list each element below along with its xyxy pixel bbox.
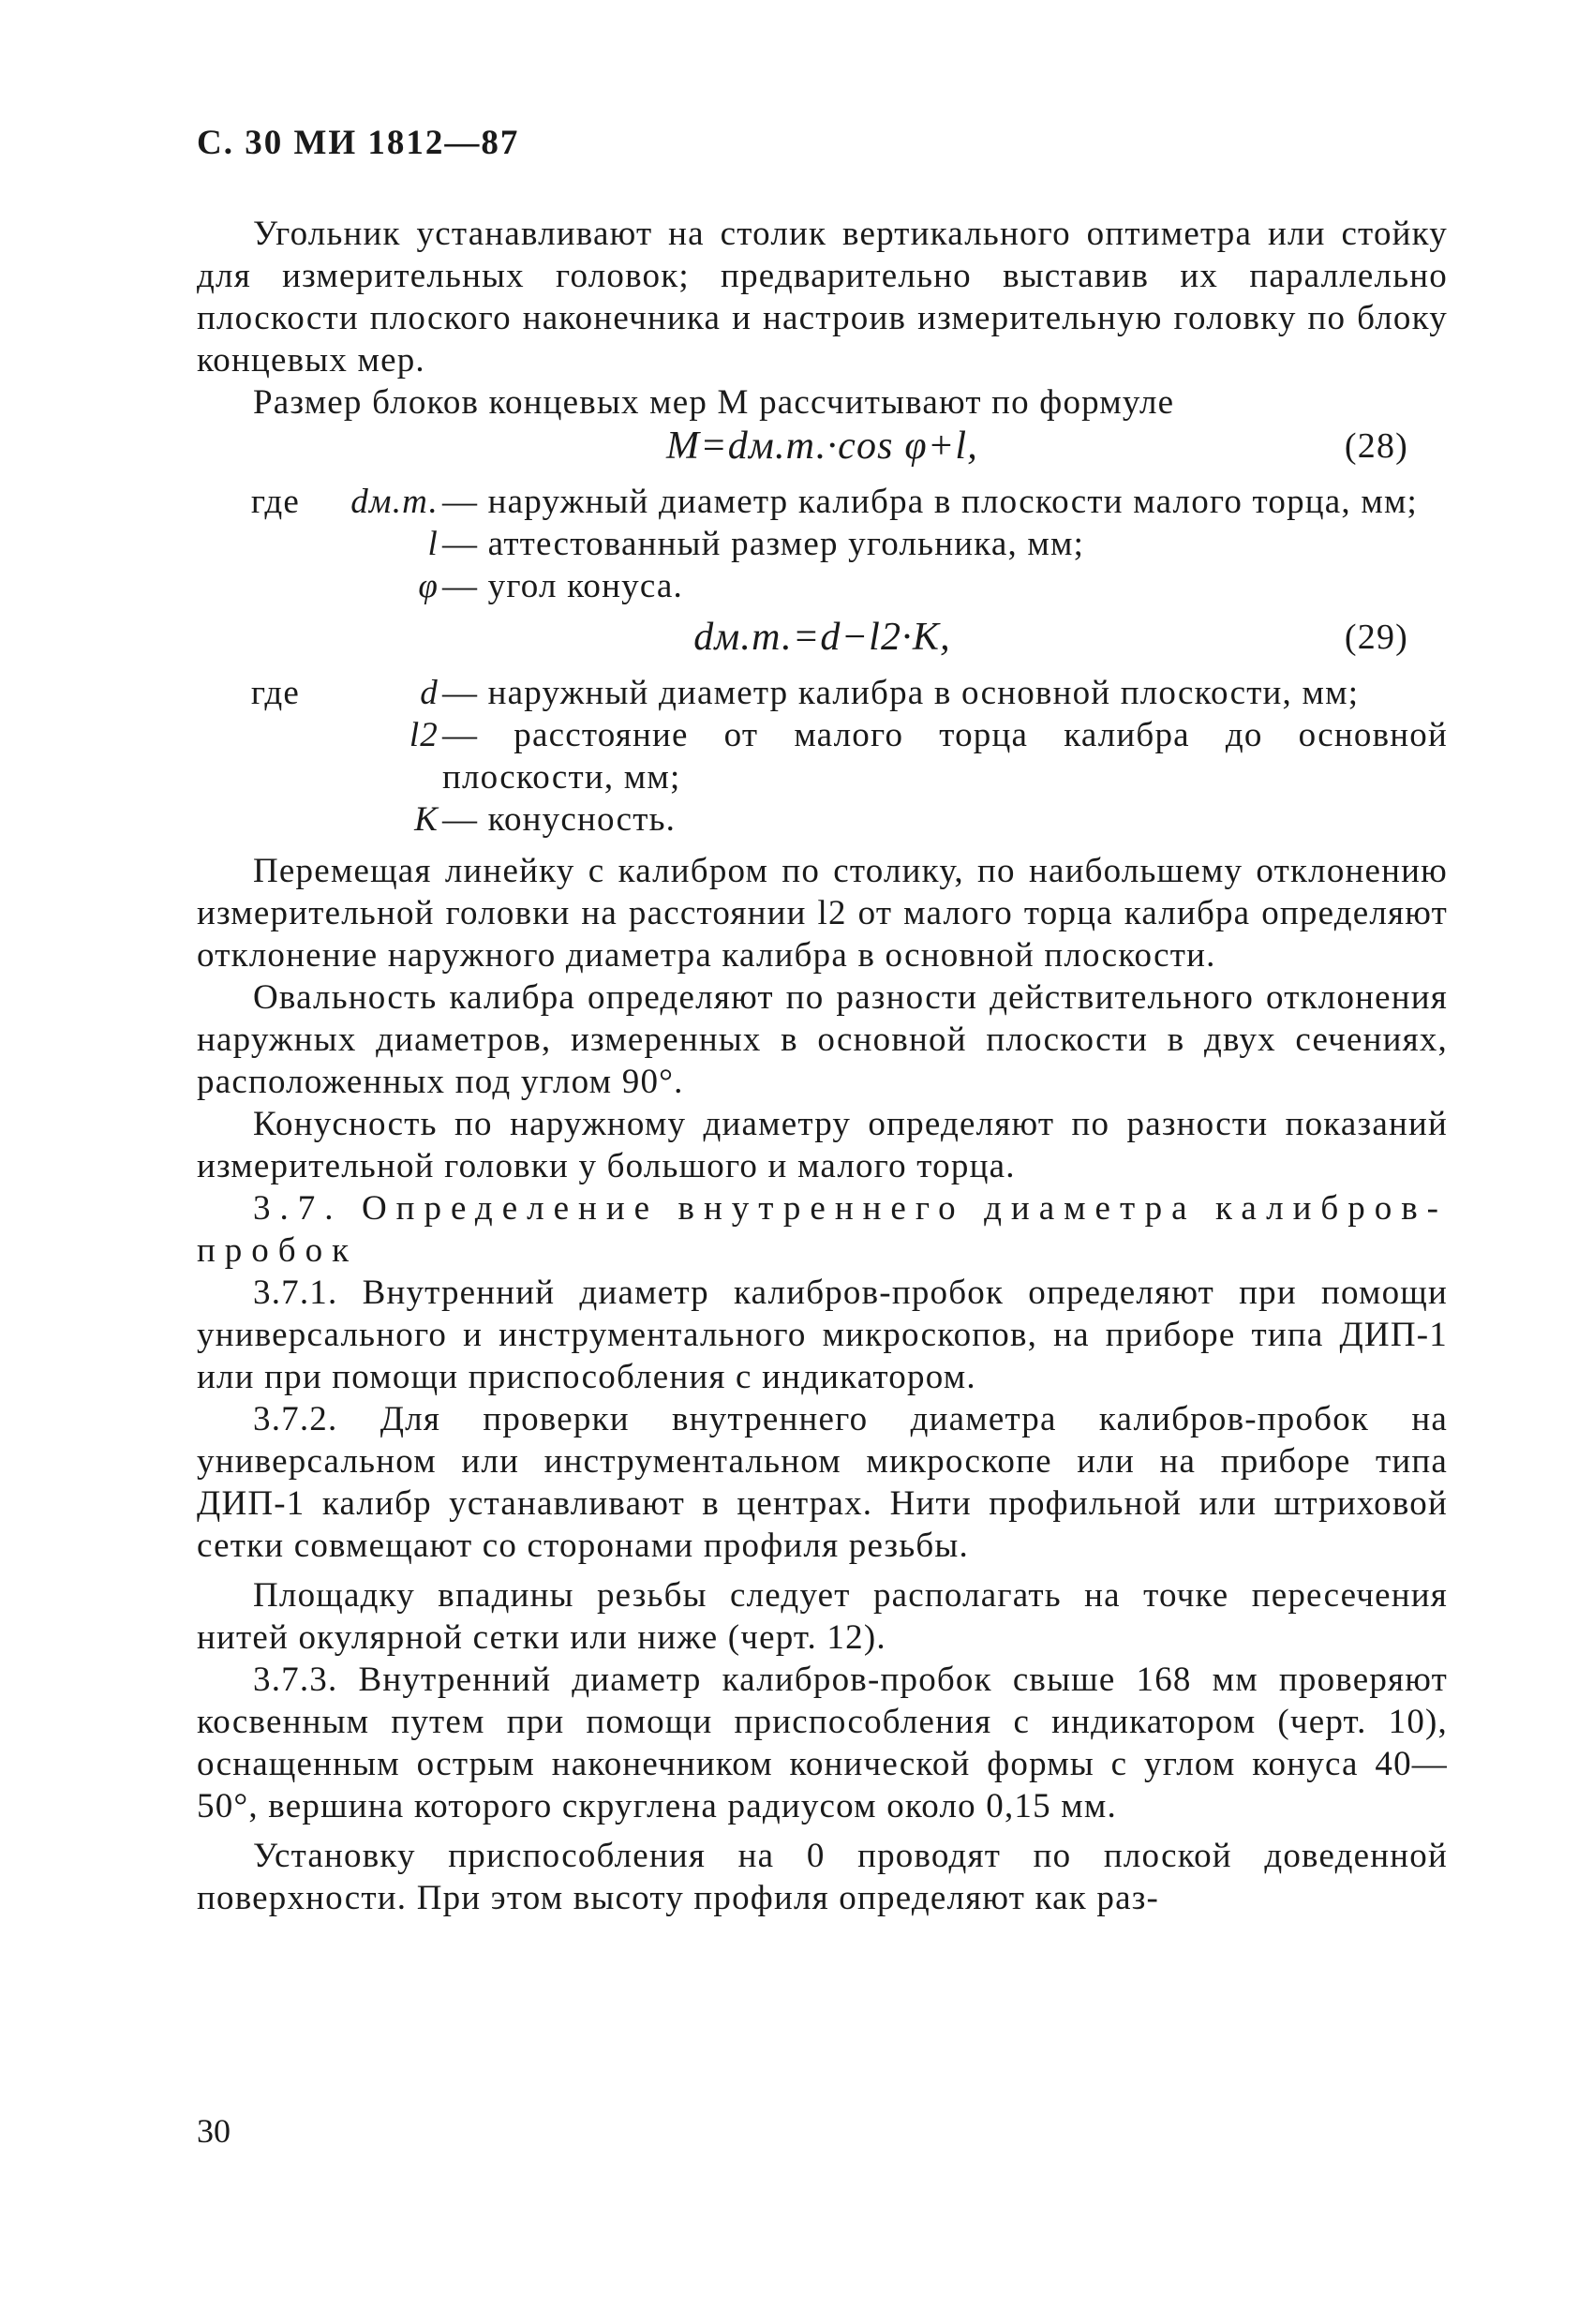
- where-label: [197, 523, 307, 565]
- definition-row: [197, 481, 1448, 523]
- paragraph: Перемещая линейку с калибром по столику, по наибольшему отклонению измерительной головки на расстоянии l2 от малого торца калибра определяют отклонение наружного диаметра калибра в основной плоскости.: [197, 852, 1448, 975]
- formula-expression: M=dм.т.·cos φ+l,: [666, 425, 978, 468]
- where-label: [197, 798, 307, 841]
- paragraph: Угольник устанавливают на столик вертикального оптиметра или стойку для измерительных головок; предварительно выставив их параллельно плоскости плоского наконечника и настроив измерительную головку по блоку концевых мер.: [197, 215, 1448, 380]
- definition-text: — расстояние от малого торца калибра до основной плоскости, мм;: [442, 716, 1448, 797]
- definition-text: — угол конуса.: [442, 567, 683, 605]
- definition-symbol: d: [420, 674, 439, 712]
- formula-29: [197, 617, 1448, 659]
- definition-row: [197, 672, 1448, 714]
- definitions-list: [197, 481, 1448, 607]
- definition-symbol: dм.т.: [350, 483, 439, 521]
- where-label: где: [250, 483, 300, 521]
- where-label: [197, 565, 307, 607]
- definition-row: [197, 565, 1448, 607]
- formula-expression: dм.т.=d−l2·K,: [693, 616, 951, 659]
- section-heading: 3.7. Определение внутреннего диаметра калибров-пробок: [197, 1189, 1448, 1270]
- formula-28: [197, 425, 1448, 468]
- definition-symbol: l2: [409, 716, 439, 754]
- paragraph: 3.7.2. Для проверки внутреннего диаметра калибров-пробок на универсальном или инструментальном микроскопе или на приборе типа ДИП-1 калибр устанавливают в центрах. Нити профильной или штриховой сетки совмещают со сторонами профиля резьбы.: [197, 1400, 1448, 1565]
- paragraph: 3.7.1. Внутренний диаметр калибров-пробок определяют при помощи универсального и инструментального микроскопов, на приборе типа ДИП-1 или при помощи приспособления с индикатором.: [197, 1274, 1448, 1396]
- page-header: С. 30 МИ 1812—87: [197, 124, 520, 162]
- paragraph: Установку приспособления на 0 проводят по плоской доведенной поверхности. При этом высоту профиля определяют как раз-: [197, 1837, 1448, 1917]
- paragraph: Площадку впадины резьбы следует располагать на точке пересечения нитей окулярной сетки или ниже (черт. 12).: [197, 1576, 1448, 1657]
- definition-row: [197, 523, 1448, 565]
- paragraph: Конусность по наружному диаметру определяют по разности показаний измерительной головки у большого и малого торца.: [197, 1105, 1448, 1185]
- definition-text: — наружный диаметр калибра в плоскости малого торца, мм;: [442, 483, 1419, 521]
- definition-row: [197, 714, 1448, 798]
- document-page: [197, 122, 1448, 1919]
- paragraph: 3.7.3. Внутренний диаметр калибров-пробок свыше 168 мм проверяют косвенным путем при помощи приспособления с индикатором (черт. 10), оснащенным острым наконечником конической формы с углом конуса 40—50°, вершина которого скруглена радиусом около 0,15 мм.: [197, 1661, 1448, 1825]
- where-label: где: [250, 674, 300, 712]
- definition-symbol: l: [427, 525, 439, 563]
- paragraph: Размер блоков концевых мер M рассчитывают по формуле: [253, 383, 1175, 422]
- definition-text: — наружный диаметр калибра в основной плоскости, мм;: [442, 674, 1360, 712]
- paragraph: Овальность калибра определяют по разности действительного отклонения наружных диаметров, измеренных в основной плоскости в двух сечениях, расположенных под углом 90°.: [197, 978, 1448, 1101]
- page-number: 30: [197, 2112, 231, 2150]
- formula-number: (28): [1344, 426, 1408, 466]
- definition-symbol: φ: [418, 567, 439, 605]
- definition-row: [197, 798, 1448, 841]
- definition-text: — конусность.: [442, 800, 677, 839]
- definitions-list: [197, 672, 1448, 841]
- where-label: [197, 714, 307, 798]
- definition-symbol: K: [414, 800, 439, 839]
- definition-text: — аттестованный размер угольника, мм;: [442, 525, 1085, 563]
- formula-number: (29): [1344, 618, 1408, 657]
